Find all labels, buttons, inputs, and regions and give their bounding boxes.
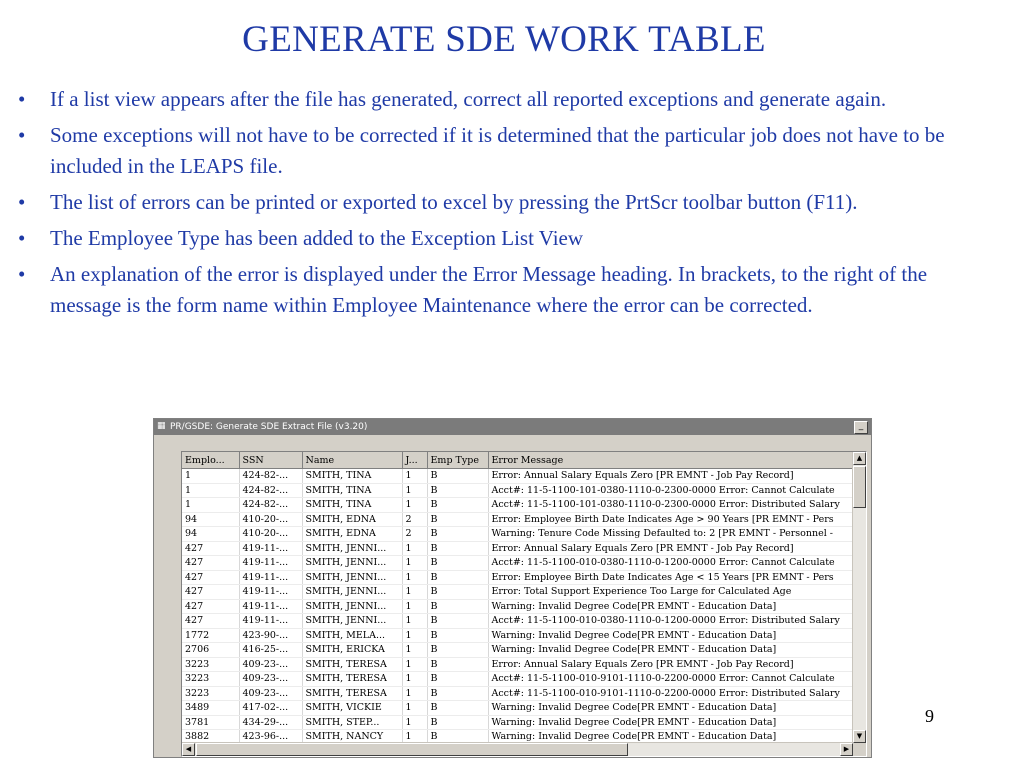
table-cell: 3781 [182, 715, 239, 730]
table-row[interactable] [182, 527, 852, 542]
table-cell: 2 [402, 512, 427, 527]
table-row[interactable] [182, 701, 852, 716]
table-cell: SMITH, STEP... [302, 715, 402, 730]
table-cell: SMITH, TINA [302, 483, 402, 498]
table-cell: Warning: Invalid Degree Code[PR EMNT - Education Data] [488, 599, 852, 614]
table-cell: B [427, 585, 488, 600]
table-cell: 1 [402, 614, 427, 629]
table-cell: 3223 [182, 657, 239, 672]
table-cell: Warning: Invalid Degree Code[PR EMNT - Education Data] [488, 643, 852, 658]
table-row[interactable] [182, 657, 852, 672]
table-cell: Error: Annual Salary Equals Zero [PR EMNT - Job Pay Record] [488, 469, 852, 484]
table-cell: 1 [402, 541, 427, 556]
table-row[interactable] [182, 512, 852, 527]
exception-list-view[interactable] [181, 451, 867, 757]
table-cell: SMITH, JENNI... [302, 599, 402, 614]
table-cell: 1 [402, 599, 427, 614]
table-cell: Acct#: 11-5-1100-010-9101-1110-0-2200-0000 Error: Cannot Calculate [488, 672, 852, 687]
vertical-scrollbar[interactable] [852, 452, 866, 743]
table-cell: B [427, 570, 488, 585]
table-cell: 1 [402, 730, 427, 745]
table-cell: 427 [182, 585, 239, 600]
table-cell: 1 [402, 643, 427, 658]
table-cell: 419-11-... [239, 570, 302, 585]
table-cell: 423-96-... [239, 730, 302, 745]
table-cell: SMITH, TINA [302, 469, 402, 484]
scrollbar-corner [853, 743, 866, 756]
table-cell: 424-82-... [239, 469, 302, 484]
page-number: 9 [925, 706, 934, 726]
table-cell: Error: Total Support Experience Too Large for Calculated Age [488, 585, 852, 600]
table-cell: 424-82-... [239, 483, 302, 498]
table-cell: Acct#: 11-5-1100-010-0380-1110-0-1200-0000 Error: Distributed Salary [488, 614, 852, 629]
table-cell: 1 [182, 498, 239, 513]
table-row[interactable] [182, 628, 852, 643]
exception-table [182, 452, 853, 745]
table-cell: 1 [182, 469, 239, 484]
table-cell: Warning: Invalid Degree Code[PR EMNT - Education Data] [488, 628, 852, 643]
bullet-glyph: • [18, 226, 26, 250]
table-cell: SMITH, TERESA [302, 672, 402, 687]
table-cell: Acct#: 11-5-1100-101-0380-1110-0-2300-0000 Error: Distributed Salary [488, 498, 852, 513]
table-cell: 1 [402, 498, 427, 513]
slide-title: GENERATE SDE WORK TABLE [242, 19, 766, 60]
table-cell: SMITH, TERESA [302, 686, 402, 701]
table-cell: 1 [402, 686, 427, 701]
table-cell: B [427, 614, 488, 629]
table-cell: B [427, 628, 488, 643]
table-cell: Warning: Invalid Degree Code[PR EMNT - Education Data] [488, 715, 852, 730]
table-row[interactable] [182, 686, 852, 701]
table-row[interactable] [182, 556, 852, 571]
table-cell: 427 [182, 614, 239, 629]
table-row[interactable] [182, 585, 852, 600]
table-cell: SMITH, NANCY [302, 730, 402, 745]
table-cell: 419-11-... [239, 556, 302, 571]
bullet-text: If a list view appears after the file has generated, correct all reported exceptions and generate again. [50, 87, 887, 111]
table-cell: Error: Employee Birth Date Indicates Age < 15 Years [PR EMNT - Pers [488, 570, 852, 585]
table-cell: 1772 [182, 628, 239, 643]
table-cell: B [427, 527, 488, 542]
table-cell: SMITH, JENNI... [302, 556, 402, 571]
scroll-right-button[interactable]: ▶ [840, 743, 853, 756]
table-cell: SMITH, TINA [302, 498, 402, 513]
table-cell: 419-11-... [239, 614, 302, 629]
table-row[interactable] [182, 599, 852, 614]
window-titlebar[interactable] [154, 419, 871, 435]
column-header[interactable]: Emplo... [182, 452, 239, 469]
table-cell: 427 [182, 570, 239, 585]
table-cell: Error: Annual Salary Equals Zero [PR EMNT - Job Pay Record] [488, 541, 852, 556]
table-cell: 1 [402, 570, 427, 585]
table-cell: 1 [402, 469, 427, 484]
table-row[interactable] [182, 715, 852, 730]
table-cell: 416-25-... [239, 643, 302, 658]
table-cell: Warning: Invalid Degree Code[PR EMNT - Education Data] [488, 730, 852, 745]
table-cell: B [427, 498, 488, 513]
table-cell: 427 [182, 541, 239, 556]
table-row[interactable] [182, 469, 852, 484]
bullet-text: Some exceptions will not have to be corrected if it is determined that the particular job does not have to be included in the LEAPS file. [50, 123, 945, 178]
table-cell: SMITH, EDNA [302, 527, 402, 542]
horizontal-scroll-thumb[interactable] [196, 743, 628, 756]
table-cell: B [427, 483, 488, 498]
table-cell: 410-20-... [239, 512, 302, 527]
table-row[interactable] [182, 498, 852, 513]
table-cell: Error: Annual Salary Equals Zero [PR EMNT - Job Pay Record] [488, 657, 852, 672]
table-cell: Warning: Invalid Degree Code[PR EMNT - Education Data] [488, 701, 852, 716]
table-cell: 409-23-... [239, 686, 302, 701]
table-cell: SMITH, JENNI... [302, 570, 402, 585]
table-cell: 409-23-... [239, 657, 302, 672]
table-cell: B [427, 556, 488, 571]
table-body [182, 469, 852, 745]
table-cell: 417-02-... [239, 701, 302, 716]
table-cell: 427 [182, 556, 239, 571]
table-cell: B [427, 541, 488, 556]
table-cell: 3882 [182, 730, 239, 745]
table-cell: 1 [402, 556, 427, 571]
table-cell: SMITH, MELA... [302, 628, 402, 643]
table-cell: SMITH, EDNA [302, 512, 402, 527]
table-cell: B [427, 701, 488, 716]
table-cell: Error: Employee Birth Date Indicates Age > 90 Years [PR EMNT - Pers [488, 512, 852, 527]
table-cell: 1 [182, 483, 239, 498]
scroll-left-button[interactable]: ◀ [182, 743, 195, 756]
table-cell: B [427, 715, 488, 730]
table-cell: 1 [402, 483, 427, 498]
table-cell: B [427, 686, 488, 701]
table-cell: SMITH, JENNI... [302, 585, 402, 600]
table-cell: 434-29-... [239, 715, 302, 730]
table-cell: 424-82-... [239, 498, 302, 513]
table-cell: B [427, 657, 488, 672]
table-cell: SMITH, JENNI... [302, 614, 402, 629]
table-cell: 409-23-... [239, 672, 302, 687]
sde-extract-window [153, 418, 872, 758]
table-cell: 419-11-... [239, 585, 302, 600]
table-cell: B [427, 599, 488, 614]
table-cell: 427 [182, 599, 239, 614]
table-cell: 410-20-... [239, 527, 302, 542]
column-header[interactable]: Error Message [488, 452, 852, 469]
column-header[interactable]: Emp Type [427, 452, 488, 469]
table-cell: Acct#: 11-5-1100-010-0380-1110-0-1200-0000 Error: Cannot Calculate [488, 556, 852, 571]
table-cell: 419-11-... [239, 599, 302, 614]
table-row[interactable] [182, 643, 852, 658]
column-header[interactable]: SSN [239, 452, 302, 469]
table-cell: 3489 [182, 701, 239, 716]
table-row[interactable] [182, 672, 852, 687]
table-cell: 1 [402, 672, 427, 687]
table-cell: 94 [182, 512, 239, 527]
table-cell: Acct#: 11-5-1100-101-0380-1110-0-2300-0000 Error: Cannot Calculate [488, 483, 852, 498]
table-cell: 2 [402, 527, 427, 542]
table-cell: 94 [182, 527, 239, 542]
bullet-glyph: • [18, 190, 26, 214]
table-cell: SMITH, TERESA [302, 657, 402, 672]
app-icon: ▦ [157, 421, 166, 431]
bullet-item [18, 120, 978, 182]
column-header[interactable]: J... [402, 452, 427, 469]
table-cell: 2706 [182, 643, 239, 658]
table-header-row [182, 452, 852, 469]
bullet-text: An explanation of the error is displayed under the Error Message heading. In brackets, to the right of the message is the form name within Employee Maintenance where the error can be corrected. [50, 262, 928, 317]
table-cell: 1 [402, 657, 427, 672]
bullet-text: The Employee Type has been added to the Exception List View [50, 226, 584, 250]
scroll-down-button[interactable]: ▼ [853, 730, 866, 743]
table-cell: 1 [402, 701, 427, 716]
bullet-item [18, 84, 978, 115]
table-cell: 1 [402, 585, 427, 600]
column-header[interactable]: Name [302, 452, 402, 469]
bullet-item [18, 187, 978, 218]
table-cell: Acct#: 11-5-1100-010-9101-1110-0-2200-0000 Error: Distributed Salary [488, 686, 852, 701]
window-title: PR/GSDE: Generate SDE Extract File (v3.20) [170, 422, 368, 432]
table-row[interactable] [182, 570, 852, 585]
table-cell: 3223 [182, 686, 239, 701]
table-cell: B [427, 672, 488, 687]
table-row[interactable] [182, 483, 852, 498]
table-cell: 419-11-... [239, 541, 302, 556]
bullet-list [18, 84, 978, 326]
bullet-item [18, 223, 978, 254]
table-cell: 423-90-... [239, 628, 302, 643]
table-row[interactable] [182, 541, 852, 556]
table-cell: B [427, 643, 488, 658]
table-cell: 1 [402, 628, 427, 643]
table-cell: SMITH, JENNI... [302, 541, 402, 556]
bullet-text: The list of errors can be printed or exported to excel by pressing the PrtScr toolbar button (F11). [50, 190, 858, 214]
bullet-glyph: • [18, 87, 26, 111]
table-cell: B [427, 730, 488, 745]
bullet-item [18, 259, 978, 321]
table-cell: SMITH, VICKIE [302, 701, 402, 716]
bullet-glyph: • [18, 262, 26, 286]
vertical-scroll-thumb[interactable] [853, 466, 866, 508]
table-cell: SMITH, ERICKA [302, 643, 402, 658]
minimize-button[interactable]: _ [854, 421, 868, 434]
table-row[interactable] [182, 614, 852, 629]
horizontal-scrollbar[interactable] [182, 742, 853, 756]
table-cell: B [427, 469, 488, 484]
bullet-glyph: • [18, 123, 26, 147]
table-cell: 1 [402, 715, 427, 730]
table-cell: B [427, 512, 488, 527]
scroll-up-button[interactable]: ▲ [853, 452, 866, 465]
table-cell: Warning: Tenure Code Missing Defaulted to: 2 [PR EMNT - Personnel - [488, 527, 852, 542]
table-cell: 3223 [182, 672, 239, 687]
